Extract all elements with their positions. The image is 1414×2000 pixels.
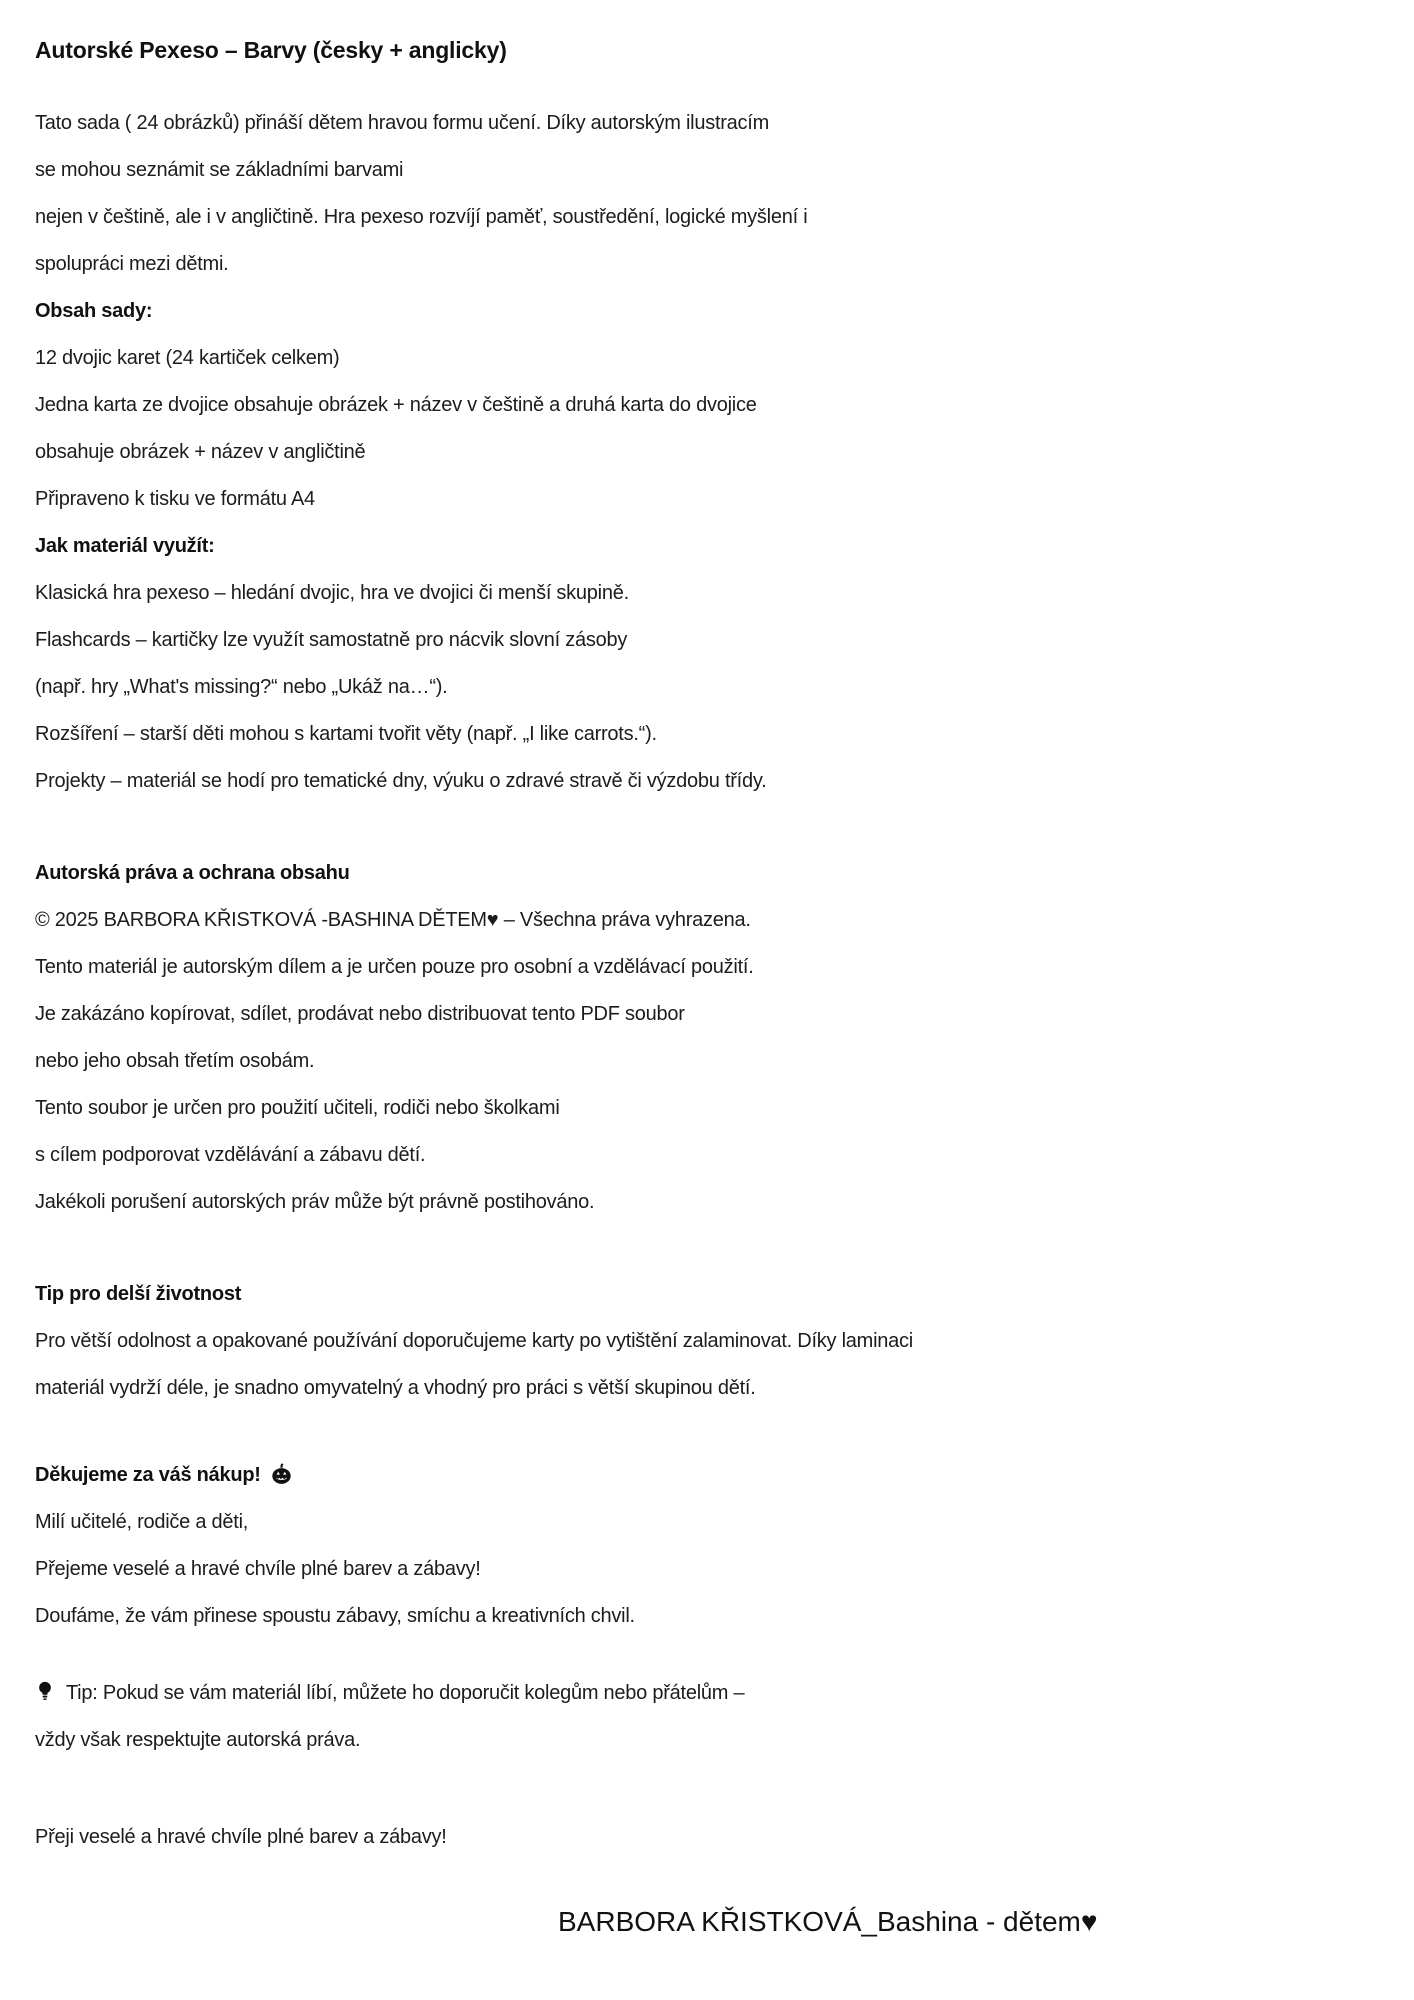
podekovani-line: Přejeme veselé a hravé chvíle plné barev a zábavy! xyxy=(35,1558,481,1580)
tip-doporuceni-line: vždy však respektujte autorská práva. xyxy=(35,1729,361,1751)
obsah-line: Jedna karta ze dvojice obsahuje obrázek + název v češtině a druhá karta do dvojice xyxy=(35,394,757,416)
intro-line: spolupráci mezi dětmi. xyxy=(35,253,229,275)
intro-line: nejen v češtině, ale i v angličtině. Hra pexeso rozvíjí paměť, soustředění, logické myšlení i xyxy=(35,206,808,228)
vyuziti-line: Flashcards – kartičky lze využít samostatně pro nácvik slovní zásoby xyxy=(35,629,628,651)
prava-line: © 2025 BARBORA KŘISTKOVÁ -BASHINA DĚTEM♥ – Všechna práva vyhrazena. xyxy=(35,909,751,931)
obsah-line: 12 dvojic karet (24 kartiček celkem) xyxy=(35,347,340,369)
podekovani-line: Doufáme, že vám přinese spoustu zábavy, smíchu a kreativních chvil. xyxy=(35,1605,635,1627)
tip-doporuceni-text: Tip: Pokud se vám materiál líbí, můžete ho doporučit kolegům nebo přátelům – xyxy=(65,1682,745,1704)
prava-line: Je zakázáno kopírovat, sdílet, prodávat nebo distribuovat tento PDF soubor xyxy=(35,1003,685,1025)
prava-line: nebo jeho obsah třetím osobám. xyxy=(35,1050,315,1072)
lightbulb-icon xyxy=(35,1680,55,1702)
prava-line: Jakékoli porušení autorských práv může být právně postihováno. xyxy=(35,1191,595,1213)
zivotnost-line: Pro větší odolnost a opakované používání doporučujeme karty po vytištění zalaminovat. Díky laminaci xyxy=(35,1330,913,1352)
closing-line: Přeji veselé a hravé chvíle plné barev a zábavy! xyxy=(35,1826,447,1848)
podekovani-line: Milí učitelé, rodiče a děti, xyxy=(35,1511,249,1533)
vyuziti-line: Rozšíření – starší děti mohou s kartami tvořit věty (např. „I like carrots.“). xyxy=(35,723,657,745)
obsah-line: obsahuje obrázek + název v angličtině xyxy=(35,441,366,463)
vyuziti-line: (např. hry „What's missing?“ nebo „Ukáž na…“). xyxy=(35,676,448,698)
section-heading-autorska-prava: Autorská práva a ochrana obsahu xyxy=(35,862,350,884)
thanks-heading-text: Děkujeme za váš nákup! xyxy=(35,1464,261,1486)
prava-line: s cílem podporovat vzdělávání a zábavu dětí. xyxy=(35,1144,426,1166)
section-heading-obsah-sady: Obsah sady: xyxy=(35,300,153,322)
tip-doporuceni-line xyxy=(35,1670,1414,1717)
pumpkin-icon xyxy=(270,1462,293,1485)
prava-line: Tento materiál je autorským dílem a je určen pouze pro osobní a vzdělávací použití. xyxy=(35,956,754,978)
intro-line: se mohou seznámit se základními barvami xyxy=(35,159,404,181)
vyuziti-line: Klasická hra pexeso – hledání dvojic, hra ve dvojici či menší skupině. xyxy=(35,582,629,604)
prava-line: Tento soubor je určen pro použití učiteli, rodiči nebo školkami xyxy=(35,1097,560,1119)
obsah-line: Připraveno k tisku ve formátu A4 xyxy=(35,488,315,510)
zivotnost-line: materiál vydrží déle, je snadno omyvatelný a vhodný pro práci s větší skupinou dětí. xyxy=(35,1377,756,1399)
page-title: Autorské Pexeso – Barvy (česky + anglicky) xyxy=(35,37,507,63)
section-heading-tip-zivotnost: Tip pro delší životnost xyxy=(35,1283,242,1305)
footer-author-signature: BARBORA KŘISTKOVÁ_Bashina - dětem♥ xyxy=(558,1906,1098,1937)
section-heading-dekujeme xyxy=(35,1452,1414,1499)
section-heading-jak-material-vyuzit: Jak materiál využít: xyxy=(35,535,215,557)
vyuziti-line: Projekty – materiál se hodí pro tematické dny, výuku o zdravé stravě či výzdobu třídy. xyxy=(35,770,767,792)
intro-line: Tato sada ( 24 obrázků) přináší dětem hravou formu učení. Díky autorským ilustracím xyxy=(35,112,770,134)
